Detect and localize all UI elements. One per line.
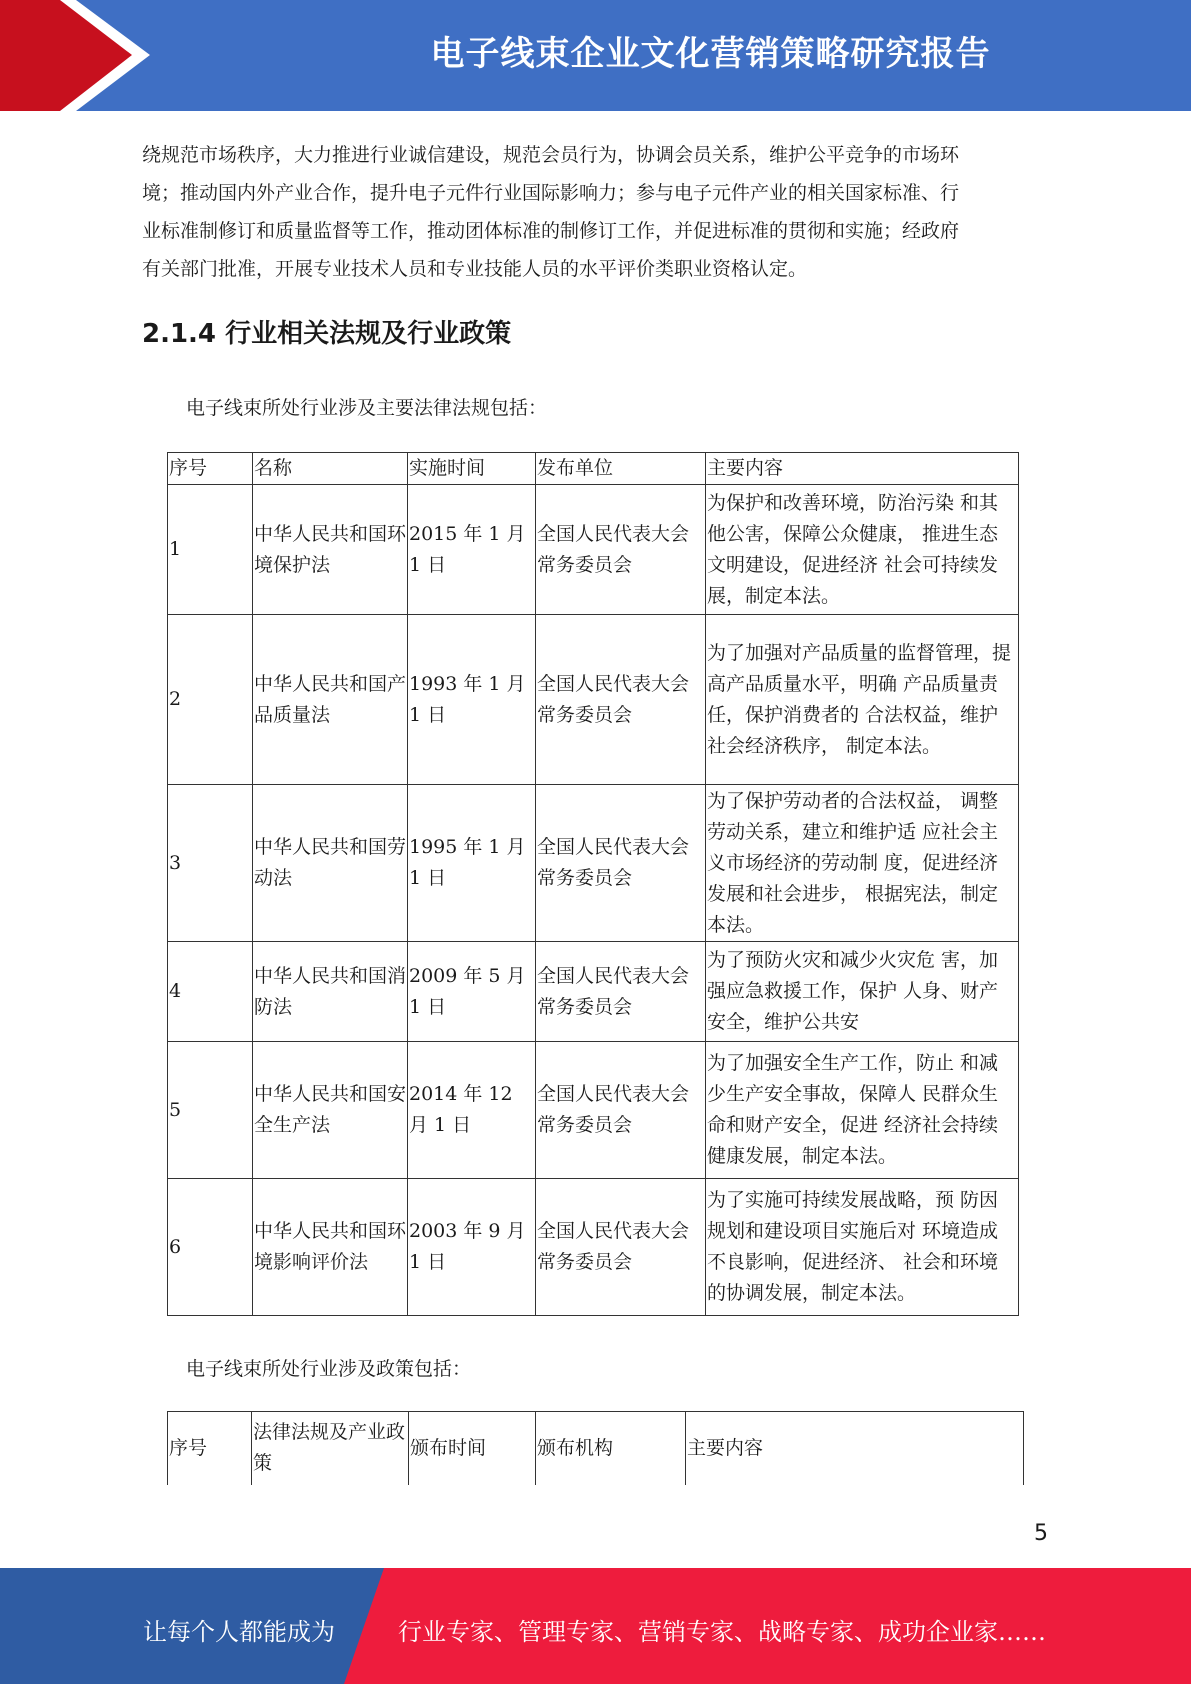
cell-content: 为了保护劳动者的合法权益， 调整劳动关系，建立和维护适 应社会主义市场经济的劳动制 度，促进经济发展和社会进步， 根据宪法，制定本法。 (706, 785, 1019, 942)
cell-content: 为保护和改善环境，防治污染 和其他公害，保障公众健康， 推进生态文明建设，促进经济 社会可持续发展，制定本法。 (706, 485, 1019, 615)
table-row (168, 615, 1019, 785)
paragraph-line: 有关部门批准，开展专业技术人员和专业技能人员的水平评价类职业资格认定。 (142, 258, 808, 280)
footer-slogan-left: 让每个人都能成为 (143, 1618, 335, 1646)
cell-index: 6 (168, 1179, 253, 1316)
table-row (168, 785, 1019, 942)
cell-date: 2003 年 9 月 1 日 (408, 1179, 536, 1316)
table-header-row (168, 453, 1019, 485)
cell-issuer: 全国人民代表大会常务委员会 (536, 615, 706, 785)
header-title: 电子线束企业文化营销策略研究报告 (430, 34, 991, 74)
laws-table (167, 452, 1019, 1316)
cell-content: 为了加强对产品质量的监督管理，提高产品质量水平，明确 产品质量责任，保护消费者的 合法权益，维护社会经济秩序， 制定本法。 (706, 615, 1019, 785)
paragraph-line: 绕规范市场秩序，大力推进行业诚信建设，规范会员行为，协调会员关系，维护公平竞争的市场环 (142, 144, 960, 166)
cell-issuer: 全国人民代表大会常务委员会 (536, 785, 706, 942)
cell-date: 2015 年 1 月 1 日 (408, 485, 536, 615)
table-row (168, 485, 1019, 615)
header-cell: 序号 (168, 453, 253, 485)
header-cell: 颁布机构 (536, 1412, 686, 1485)
paragraph-line: 业标准制修订和质量监督等工作，推动团体标准的制修订工作，并促进标准的贯彻和实施；经政府 (142, 220, 960, 242)
cell-content: 为了预防火灾和减少火灾危 害，加强应急救援工作，保护 人身、财产安全，维护公共安 (706, 942, 1019, 1042)
cell-name: 中华人民共和国消防法 (253, 942, 408, 1042)
cell-date: 1993 年 1 月 1 日 (408, 615, 536, 785)
policies-intro: 电子线束所处行业涉及政策包括： (186, 1358, 472, 1380)
table-row (168, 942, 1019, 1042)
header-cell: 法律法规及产业政策 (252, 1412, 409, 1485)
header-cell: 发布单位 (536, 453, 706, 485)
table-row (168, 1042, 1019, 1179)
footer-slogan-right: 行业专家、管理专家、营销专家、战略专家、成功企业家…… (398, 1618, 1046, 1646)
table-header-row (168, 1412, 1024, 1485)
cell-name: 中华人民共和国环境保护法 (253, 485, 408, 615)
cell-name: 中华人民共和国产品质量法 (253, 615, 408, 785)
cell-index: 5 (168, 1042, 253, 1179)
page-number: 5 (1034, 1521, 1048, 1546)
cell-name: 中华人民共和国安全生产法 (253, 1042, 408, 1179)
cell-issuer: 全国人民代表大会常务委员会 (536, 942, 706, 1042)
table-row (168, 1179, 1019, 1316)
header-cell: 颁布时间 (409, 1412, 536, 1485)
cell-issuer: 全国人民代表大会常务委员会 (536, 485, 706, 615)
cell-name: 中华人民共和国劳动法 (253, 785, 408, 942)
body-paragraph (142, 136, 1046, 288)
cell-name: 中华人民共和国环境影响评价法 (253, 1179, 408, 1316)
page-footer (0, 1568, 1191, 1684)
section-heading: 2.1.4 行业相关法规及行业政策 (142, 319, 512, 349)
cell-date: 1995 年 1 月 1 日 (408, 785, 536, 942)
header-cell: 实施时间 (408, 453, 536, 485)
cell-index: 4 (168, 942, 253, 1042)
header-cell: 主要内容 (706, 453, 1019, 485)
cell-index: 2 (168, 615, 253, 785)
header-cell: 名称 (253, 453, 408, 485)
cell-date: 2009 年 5 月 1 日 (408, 942, 536, 1042)
page-header (0, 0, 1191, 111)
laws-intro: 电子线束所处行业涉及主要法律法规包括： (186, 397, 548, 419)
cell-content: 为了加强安全生产工作，防止 和减少生产安全事故，保障人 民群众生命和财产安全，促进 经济社会持续健康发展，制定本法。 (706, 1042, 1019, 1179)
cell-issuer: 全国人民代表大会常务委员会 (536, 1042, 706, 1179)
header-cell: 主要内容 (686, 1412, 1024, 1485)
cell-date: 2014 年 12 月 1 日 (408, 1042, 536, 1179)
paragraph-line: 境；推动国内外产业合作，提升电子元件行业国际影响力；参与电子元件产业的相关国家标准、行 (142, 182, 960, 204)
cell-index: 3 (168, 785, 253, 942)
header-cell: 序号 (168, 1412, 252, 1485)
policy-table (167, 1411, 1024, 1485)
cell-issuer: 全国人民代表大会常务委员会 (536, 1179, 706, 1316)
cell-content: 为了实施可持续发展战略，预 防因规划和建设项目实施后对 环境造成不良影响，促进经济、 社会和环境的协调发展，制定本法。 (706, 1179, 1019, 1316)
cell-index: 1 (168, 485, 253, 615)
